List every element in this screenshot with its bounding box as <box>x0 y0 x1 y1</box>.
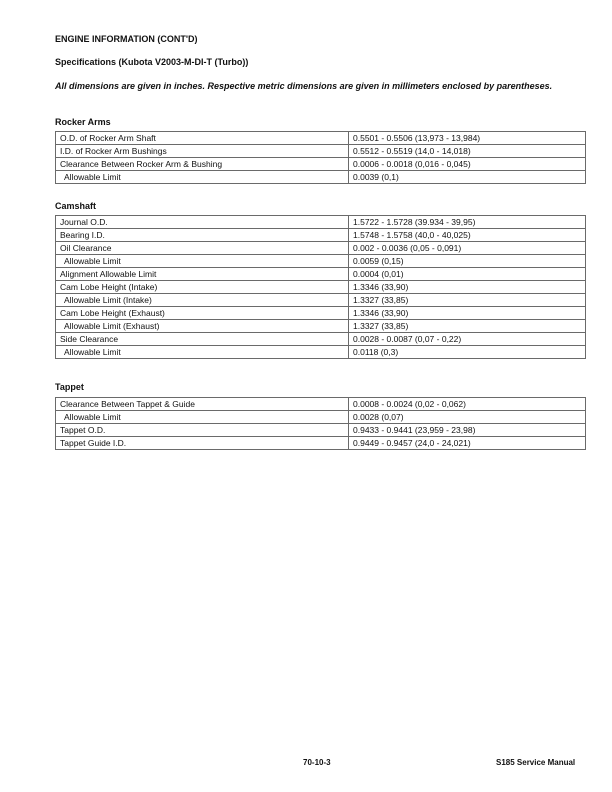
page-title: ENGINE INFORMATION (CONT'D) <box>55 34 198 44</box>
table-row <box>56 132 586 145</box>
table-row <box>56 294 586 307</box>
spec-item-label: I.D. of Rocker Arm Bushings <box>56 145 349 158</box>
manual-name: S185 Service Manual <box>496 758 576 767</box>
table-row <box>56 333 586 346</box>
spec-table-camshaft <box>55 215 586 359</box>
table-row <box>56 320 586 333</box>
spec-item-value: 1.3327 (33,85) <box>349 320 586 333</box>
table-row <box>56 145 586 158</box>
spec-item-label: Allowable Limit (Intake) <box>56 294 349 307</box>
section-title-tappet: Tappet <box>55 382 84 392</box>
spec-item-value: 0.0028 (0,07) <box>349 411 586 424</box>
spec-item-label: Bearing I.D. <box>56 229 349 242</box>
spec-item-label: Allowable Limit <box>56 171 349 184</box>
spec-table-rocker-arms <box>55 131 586 184</box>
table-row <box>56 242 586 255</box>
table-row <box>56 229 586 242</box>
spec-item-label: Allowable Limit <box>56 411 349 424</box>
spec-item-value: 0.0004 (0,01) <box>349 268 586 281</box>
table-row <box>56 411 586 424</box>
specifications-subtitle: Specifications (Kubota V2003-M-DI-T (Turbo)) <box>55 57 249 67</box>
spec-item-label: Cam Lobe Height (Exhaust) <box>56 307 349 320</box>
spec-item-value: 0.9433 - 0.9441 (23,959 - 23,98) <box>349 424 586 437</box>
spec-item-label: Allowable Limit (Exhaust) <box>56 320 349 333</box>
spec-item-label: Oil Clearance <box>56 242 349 255</box>
table-row <box>56 281 586 294</box>
table-row <box>56 171 586 184</box>
spec-item-label: Clearance Between Tappet & Guide <box>56 398 349 411</box>
page-number: 70-10-3 <box>303 758 331 767</box>
spec-item-label: Side Clearance <box>56 333 349 346</box>
spec-item-value: 0.5512 - 0.5519 (14,0 - 14,018) <box>349 145 586 158</box>
table-row <box>56 255 586 268</box>
spec-item-value: 1.3346 (33,90) <box>349 307 586 320</box>
section-title-rocker-arms: Rocker Arms <box>55 117 111 127</box>
spec-item-label: Journal O.D. <box>56 216 349 229</box>
table-row <box>56 424 586 437</box>
spec-item-value: 1.5722 - 1.5728 (39.934 - 39,95) <box>349 216 586 229</box>
spec-item-value: 0.002 - 0.0036 (0,05 - 0,091) <box>349 242 586 255</box>
spec-item-value: 0.9449 - 0.9457 (24,0 - 24,021) <box>349 437 586 450</box>
spec-table-tappet <box>55 397 586 450</box>
spec-item-value: 0.5501 - 0.5506 (13,973 - 13,984) <box>349 132 586 145</box>
spec-item-label: Allowable Limit <box>56 255 349 268</box>
spec-item-value: 1.3346 (33,90) <box>349 281 586 294</box>
section-title-camshaft: Camshaft <box>55 201 97 211</box>
spec-item-value: 0.0006 - 0.0018 (0,016 - 0,045) <box>349 158 586 171</box>
spec-item-label: O.D. of Rocker Arm Shaft <box>56 132 349 145</box>
table-row <box>56 346 586 359</box>
spec-item-value: 0.0118 (0,3) <box>349 346 586 359</box>
table-row <box>56 307 586 320</box>
spec-item-value: 0.0028 - 0.0087 (0,07 - 0,22) <box>349 333 586 346</box>
spec-item-value: 1.3327 (33,85) <box>349 294 586 307</box>
table-row <box>56 216 586 229</box>
table-row <box>56 437 586 450</box>
units-note: All dimensions are given in inches. Respective metric dimensions are given in millimeters enclosed by parentheses. <box>55 81 553 91</box>
spec-item-label: Alignment Allowable Limit <box>56 268 349 281</box>
table-row <box>56 158 586 171</box>
spec-item-value: 0.0059 (0,15) <box>349 255 586 268</box>
spec-item-label: Tappet Guide I.D. <box>56 437 349 450</box>
spec-item-value: 1.5748 - 1.5758 (40,0 - 40,025) <box>349 229 586 242</box>
table-row <box>56 398 586 411</box>
spec-item-value: 0.0039 (0,1) <box>349 171 586 184</box>
spec-item-label: Clearance Between Rocker Arm & Bushing <box>56 158 349 171</box>
table-row <box>56 268 586 281</box>
spec-item-label: Allowable Limit <box>56 346 349 359</box>
spec-item-value: 0.0008 - 0.0024 (0,02 - 0,062) <box>349 398 586 411</box>
spec-item-label: Tappet O.D. <box>56 424 349 437</box>
spec-item-label: Cam Lobe Height (Intake) <box>56 281 349 294</box>
